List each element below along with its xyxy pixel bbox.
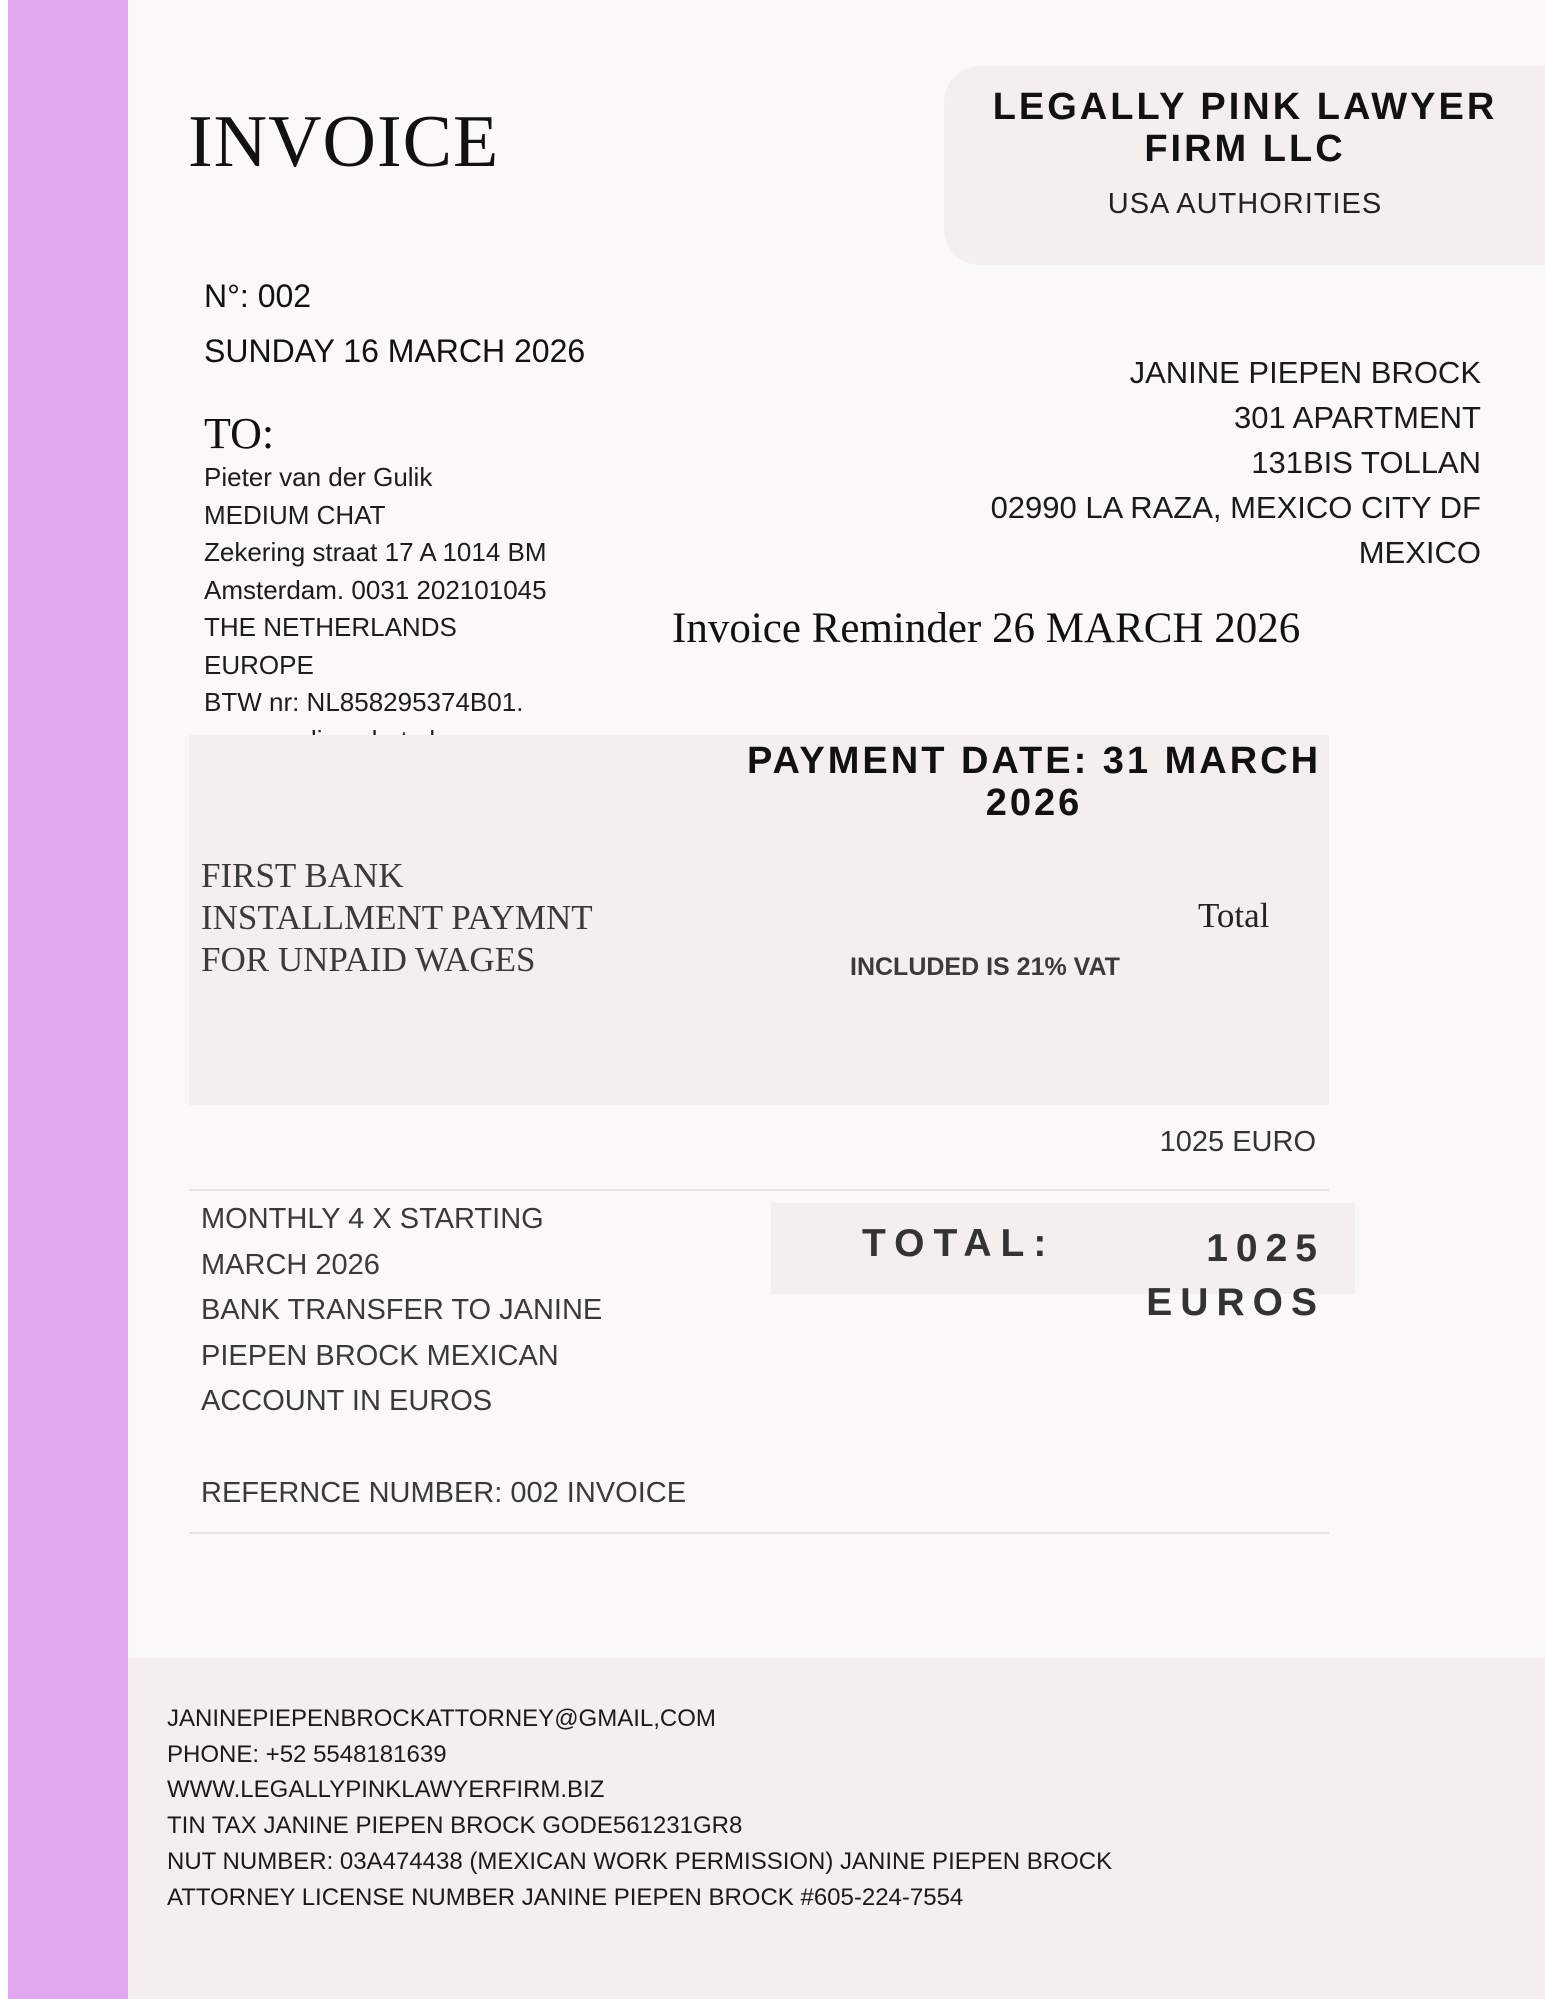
footer-phone: PHONE: +52 5548181639 xyxy=(167,1740,447,1768)
footer-email: JANINEPIEPENBROCKATTORNEY@GMAIL,COM xyxy=(167,1705,716,1732)
divider xyxy=(189,1189,1329,1191)
sender-address xyxy=(991,350,1481,575)
firm-subtitle: USA AUTHORITIES xyxy=(1107,188,1383,220)
invoice-reminder: Invoice Reminder 26 MARCH 2026 xyxy=(672,605,1301,652)
firm-name: LEGALLY PINK LAWYER FIRM LLC xyxy=(992,86,1498,170)
payment-due-date: PAYMENT DATE: 31 MARCH 2026 xyxy=(746,740,1322,824)
item-description: FIRST BANK INSTALLMENT PAYMNT FOR UNPAID WAGES xyxy=(201,856,593,979)
divider xyxy=(189,1532,1329,1534)
reference-number: REFERNCE NUMBER: 002 INVOICE xyxy=(201,1477,687,1509)
recipient-line: BTW nr: NL858295374B01. xyxy=(204,687,524,717)
side-accent-stripe xyxy=(8,0,128,1999)
footer-tax-id: TIN TAX JANINE PIEPEN BROCK GODE561231GR8 xyxy=(167,1812,743,1840)
recipient-line: EUROPE xyxy=(204,649,314,680)
terms-line: MONTHLY 4 X STARTING xyxy=(201,1203,544,1235)
vat-note: INCLUDED IS 21% VAT xyxy=(850,953,1120,981)
footer-website: WWW.LEGALLYPINKLAWYERFIRM.BIZ xyxy=(167,1776,605,1804)
sender-line: MEXICO xyxy=(1358,535,1481,570)
sender-line: 131BIS TOLLAN xyxy=(1251,445,1481,480)
sender-line: JANINE PIEPEN BROCK xyxy=(1129,355,1481,390)
terms-line: BANK TRANSFER TO JANINE xyxy=(201,1294,603,1326)
recipient-line: THE NETHERLANDS xyxy=(204,612,457,642)
invoice-date: SUNDAY 16 MARCH 2026 xyxy=(204,333,586,369)
terms-line: ACCOUNT IN EUROS xyxy=(201,1385,493,1417)
invoice-title: INVOICE xyxy=(188,101,500,183)
grand-total-label: TOTAL: xyxy=(862,1222,1056,1265)
recipient-line: Zekering straat 17 A 1014 BM xyxy=(204,537,547,567)
page-edge xyxy=(0,0,8,1999)
recipient-line: MEDIUM CHAT xyxy=(204,499,386,530)
footer-contact-info xyxy=(167,1701,1112,1915)
invoice-number: N°: 002 xyxy=(204,278,312,314)
recipient-address xyxy=(204,459,547,759)
footer-work-permit: NUT NUMBER: 03A474438 (MEXICAN WORK PERMISSION) JANINE PIEPEN BROCK xyxy=(167,1847,1113,1875)
recipient-label: TO: xyxy=(204,409,275,458)
terms-line: MARCH 2026 xyxy=(201,1248,380,1281)
sender-line: 301 APARTMENT xyxy=(1234,400,1481,435)
total-column-label: Total xyxy=(1198,896,1270,935)
recipient-line: Amsterdam. 0031 202101045 xyxy=(204,574,547,605)
line-item-amount: 1025 EURO xyxy=(1159,1126,1316,1158)
grand-total-value: 1025 EUROS xyxy=(1146,1227,1325,1324)
sender-line: 02990 LA RAZA, MEXICO CITY DF xyxy=(990,490,1481,525)
terms-line: PIEPEN BROCK MEXICAN xyxy=(201,1339,559,1372)
payment-terms xyxy=(201,1197,602,1425)
footer-license: ATTORNEY LICENSE NUMBER JANINE PIEPEN BROCK #605-224-7554 xyxy=(167,1883,964,1911)
recipient-line: Pieter van der Gulik xyxy=(204,462,433,492)
